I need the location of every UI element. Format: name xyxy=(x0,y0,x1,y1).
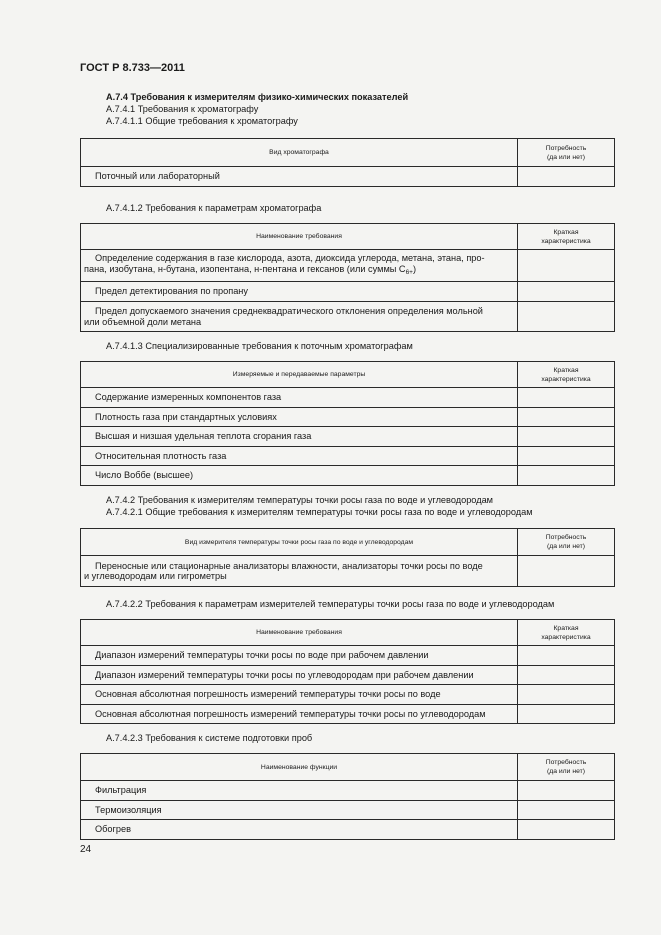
table-process-chromatograph-params xyxy=(80,361,615,486)
row-label: Содержание измеренных компонентов газа xyxy=(81,388,518,408)
table-dewpoint-meter-type xyxy=(80,528,615,587)
row-label: Диапазон измерений температуры точки росы по воде при рабочем давлении xyxy=(81,646,518,666)
page-number: 24 xyxy=(80,844,92,855)
row-label: Термоизоляция xyxy=(81,800,518,820)
table-row xyxy=(81,781,615,801)
row-label: Число Воббе (высшее) xyxy=(81,466,518,486)
column-header: Наименование функции xyxy=(81,754,518,781)
section-number: А.7.4.1.1 xyxy=(106,116,143,126)
column-header: Потребность (да или нет) xyxy=(518,139,615,167)
column-header: Наименование требования xyxy=(81,620,518,646)
table-row xyxy=(81,427,615,447)
table-row xyxy=(81,282,615,302)
row-label: Основная абсолютная погрешность измерений температуры точки росы по воде xyxy=(81,685,518,705)
section-a741 xyxy=(106,104,258,115)
section-a7411 xyxy=(106,116,298,127)
table-row xyxy=(81,302,615,332)
column-header: Краткая характеристика xyxy=(518,224,615,250)
row-label: Диапазон измерений температуры точки росы по углеводородам при рабочем давлении xyxy=(81,665,518,685)
table-row xyxy=(81,820,615,840)
section-title: Требования к измерителям физико-химических показателей xyxy=(130,92,409,102)
table-header-row xyxy=(81,529,615,556)
row-value[interactable] xyxy=(518,282,615,302)
table-row xyxy=(81,704,615,724)
table-header-row xyxy=(81,224,615,250)
section-number: А.7.4.2.3 xyxy=(106,733,143,743)
section-title: Требования к измерителям температуры точки росы газа по воде и углеводородам xyxy=(137,495,493,505)
row-value[interactable] xyxy=(518,167,615,187)
table-header-row xyxy=(81,139,615,167)
row-value[interactable] xyxy=(518,665,615,685)
section-title: Требования к хроматографу xyxy=(137,104,259,114)
section-title: Специализированные требования к поточным хроматографам xyxy=(145,341,413,351)
section-number: А.7.4 xyxy=(106,92,128,102)
table-row xyxy=(81,446,615,466)
column-header: Потребность (да или нет) xyxy=(518,754,615,781)
column-header: Потребность (да или нет) xyxy=(518,529,615,556)
subscript: 6+ xyxy=(405,268,413,276)
table-row xyxy=(81,685,615,705)
table-chromatograph-type xyxy=(80,138,615,187)
table-row xyxy=(81,407,615,427)
table-row xyxy=(81,665,615,685)
table-row xyxy=(81,167,615,187)
table-dewpoint-meter-parameters xyxy=(80,619,615,724)
row-value[interactable] xyxy=(518,685,615,705)
section-a7423 xyxy=(106,733,312,744)
section-a74 xyxy=(106,92,408,103)
row-label: Относительная плотность газа xyxy=(81,446,518,466)
table-row xyxy=(81,388,615,408)
table-row xyxy=(81,800,615,820)
section-a7422 xyxy=(106,599,554,610)
row-value[interactable] xyxy=(518,704,615,724)
section-a7413 xyxy=(106,341,413,352)
section-number: А.7.4.1 xyxy=(106,104,136,114)
row-label: Обогрев xyxy=(81,820,518,840)
table-row xyxy=(81,646,615,666)
section-a7412 xyxy=(106,203,321,214)
section-number: А.7.4.2.2 xyxy=(106,599,143,609)
row-value[interactable] xyxy=(518,781,615,801)
section-number: А.7.4.2 xyxy=(106,495,136,505)
table-row xyxy=(81,250,615,282)
row-value[interactable] xyxy=(518,466,615,486)
row-value[interactable] xyxy=(518,388,615,408)
section-a7421 xyxy=(106,507,533,518)
row-label: Предел детектирования по пропану xyxy=(81,282,518,302)
column-header: Вид измерителя температуры точки росы газа по воде и углеводородам xyxy=(81,529,518,556)
table-row xyxy=(81,466,615,486)
table-header-row xyxy=(81,754,615,781)
section-number: А.7.4.1.2 xyxy=(106,203,143,213)
row-label: Плотность газа при стандартных условиях xyxy=(81,407,518,427)
section-title: Требования к параметрам хроматографа xyxy=(145,203,322,213)
section-number: А.7.4.2.1 xyxy=(106,507,143,517)
row-value[interactable] xyxy=(518,407,615,427)
table-header-row xyxy=(81,362,615,388)
row-label: Переносные или стационарные анализаторы влажности, анализаторы точки росы по воде и углеводородам или гигрометры xyxy=(81,556,518,587)
row-label: Предел допускаемого значения среднеквадратического отклонения определения мольной или объемной доли метана xyxy=(81,302,518,332)
table-header-row xyxy=(81,620,615,646)
row-value[interactable] xyxy=(518,556,615,587)
row-label: Высшая и низшая удельная теплота сгорания газа xyxy=(81,427,518,447)
row-value[interactable] xyxy=(518,820,615,840)
column-header: Наименование требования xyxy=(81,224,518,250)
row-value[interactable] xyxy=(518,302,615,332)
section-title: Общие требования к хроматографу xyxy=(145,116,298,126)
section-title: Общие требования к измерителям температуры точки росы газа по воде и углеводородам xyxy=(145,507,533,517)
row-value[interactable] xyxy=(518,646,615,666)
column-header: Измеряемые и передаваемые параметры xyxy=(81,362,518,388)
row-label: Определение содержания в газе кислорода, азота, диоксида углерода, метана, этана, про- пана, изобутана, н-бутана, изопентана, н-пентана и гексанов (или суммы $C_{6+}$) xyxy=(81,250,518,282)
table-chromatograph-parameters xyxy=(80,223,615,332)
row-label: Поточный или лабораторный xyxy=(81,167,518,187)
column-header: Вид хроматографа xyxy=(81,139,518,167)
column-header: Краткая характеристика xyxy=(518,620,615,646)
table-sample-preparation xyxy=(80,753,615,840)
column-header: Краткая характеристика xyxy=(518,362,615,388)
row-label: Основная абсолютная погрешность измерений температуры точки росы по углеводородам xyxy=(81,704,518,724)
document-header: ГОСТ Р 8.733—2011 xyxy=(80,62,185,74)
section-title: Требования к параметрам измерителей температуры точки росы газа по воде и углеводородам xyxy=(145,599,555,609)
row-value[interactable] xyxy=(518,427,615,447)
section-a742 xyxy=(106,495,493,506)
row-label: Фильтрация xyxy=(81,781,518,801)
row-value[interactable] xyxy=(518,800,615,820)
row-value[interactable] xyxy=(518,250,615,282)
section-number: А.7.4.1.3 xyxy=(106,341,143,351)
row-value[interactable] xyxy=(518,446,615,466)
table-row xyxy=(81,556,615,587)
section-title: Требования к системе подготовки проб xyxy=(145,733,313,743)
